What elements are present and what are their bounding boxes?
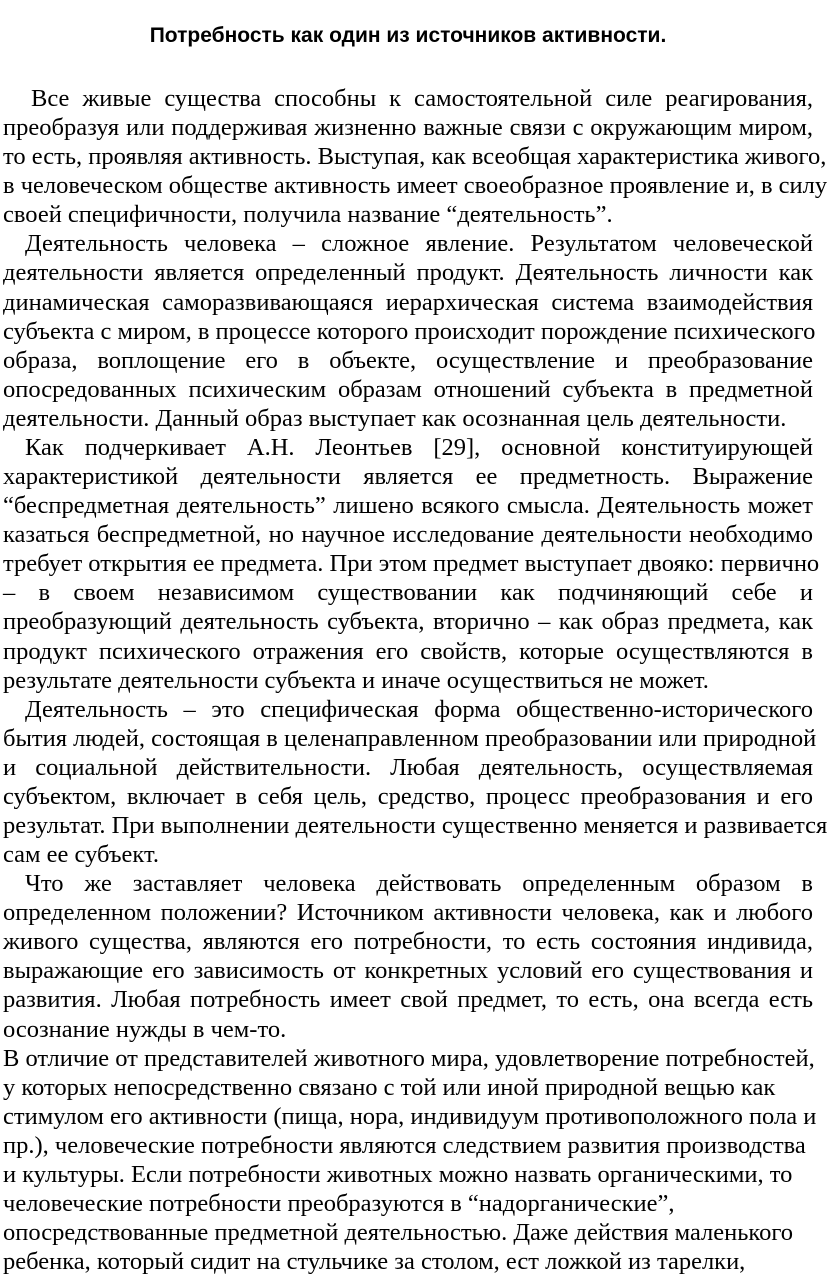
text-line: пр.), человеческие потребности являются следствием развития производства	[3, 1131, 806, 1159]
text-line: выражающие его зависимость от конкретных условий его существования и	[3, 957, 813, 985]
text-line: характеристикой деятельности является ее предметность. Выражение	[3, 463, 813, 491]
text-line: преобразуя или поддерживая жизненно важные связи с окружающим миром,	[3, 114, 813, 142]
text-line: образа, воплощение его в объекте, осуществление и преобразование	[3, 346, 813, 374]
text-line: развития. Любая потребность имеет свой предмет, то есть, она всегда есть	[3, 986, 813, 1014]
text-line: Деятельность – это специфическая форма общественно-исторического	[25, 695, 813, 723]
text-line: опосредствованные предметной деятельностью. Даже действия маленького	[3, 1219, 794, 1247]
text-line: бытия людей, состоящая в целенаправленном преобразовании или природной	[3, 724, 817, 752]
text-line: своей специфичности, получила название “деятельность”.	[3, 201, 613, 229]
text-line: живого существа, являются его потребности, то есть состояния индивида,	[3, 928, 813, 956]
text-line: результат. При выполнении деятельности существенно меняется и развивается	[3, 812, 827, 839]
text-line: Что же заставляет человека действовать определенным образом в	[25, 870, 813, 898]
text-line: осознание нужды в чем-то.	[3, 1015, 287, 1043]
text-line: казаться беспредметной, но научное исследование деятельности необходимо	[3, 521, 813, 549]
text-line: определенном положении? Источником активности человека, как и любого	[3, 899, 813, 927]
text-line: Все живые существа способны к самостоятельной силе реагирования,	[31, 85, 813, 112]
text-line: и культуры. Если потребности животных можно назвать органическими, то	[3, 1160, 793, 1188]
text-line: В отличие от представителей животного мира, удовлетворение потребностей,	[3, 1044, 815, 1072]
document-title: Потребность как один из источников активности.	[149, 24, 667, 47]
text-line: результате деятельности субъекта и иначе осуществиться не может.	[3, 666, 709, 694]
text-line: субъектом, включает в себя цель, средство, процесс преобразования и его	[3, 782, 813, 810]
text-line: – в своем независимом существовании как подчиняющий себе и	[3, 579, 813, 607]
text-line: человеческие потребности преобразуются в “надорганические”,	[3, 1190, 675, 1218]
text-line: продукт психического отражения его свойств, которые осуществляются в	[3, 637, 813, 665]
text-line: у которых непосредственно связано с той или иной природной вещью как	[3, 1073, 776, 1101]
text-line: требует открытия ее предмета. При этом предмет выступает двояко: первично	[3, 550, 820, 578]
text-line: Деятельность человека – сложное явление. Результатом человеческой	[25, 230, 813, 258]
text-line: ребенка, который сидит на стульчике за столом, ест ложкой из тарелки,	[3, 1248, 746, 1276]
text-line: то есть, проявляя активность. Выступая, как всеобщая характеристика живого,	[3, 143, 827, 171]
text-line: деятельности является определенный продукт. Деятельность личности как	[3, 259, 813, 287]
text-line: “беспредметная деятельность” лишено всякого смысла. Деятельность может	[3, 492, 813, 520]
text-line: деятельности. Данный образ выступает как осознанная цель деятельности.	[3, 404, 787, 432]
text-line: и социальной действительности. Любая деятельность, осуществляемая	[3, 753, 813, 781]
text-line: преобразующий деятельность субъекта, вторично – как образ предмета, как	[3, 608, 813, 636]
text-line: сам ее субъект.	[3, 841, 159, 869]
text-line: стимулом его активности (пища, нора, индивидуум противоположного пола и	[3, 1102, 817, 1130]
text-line: Как подчеркивает А.Н. Леонтьев [29], основной конституирующей	[25, 433, 813, 461]
text-line: субъекта с миром, в процессе которого происходит порождение психического	[3, 317, 816, 345]
text-line: опосредованных психическим образам отношений субъекта в предметной	[3, 375, 813, 403]
text-line: динамическая саморазвивающаяся иерархическая система взаимодействия	[3, 288, 813, 316]
text-line: в человеческом обществе активность имеет своеобразное проявление и, в силу	[3, 172, 827, 200]
